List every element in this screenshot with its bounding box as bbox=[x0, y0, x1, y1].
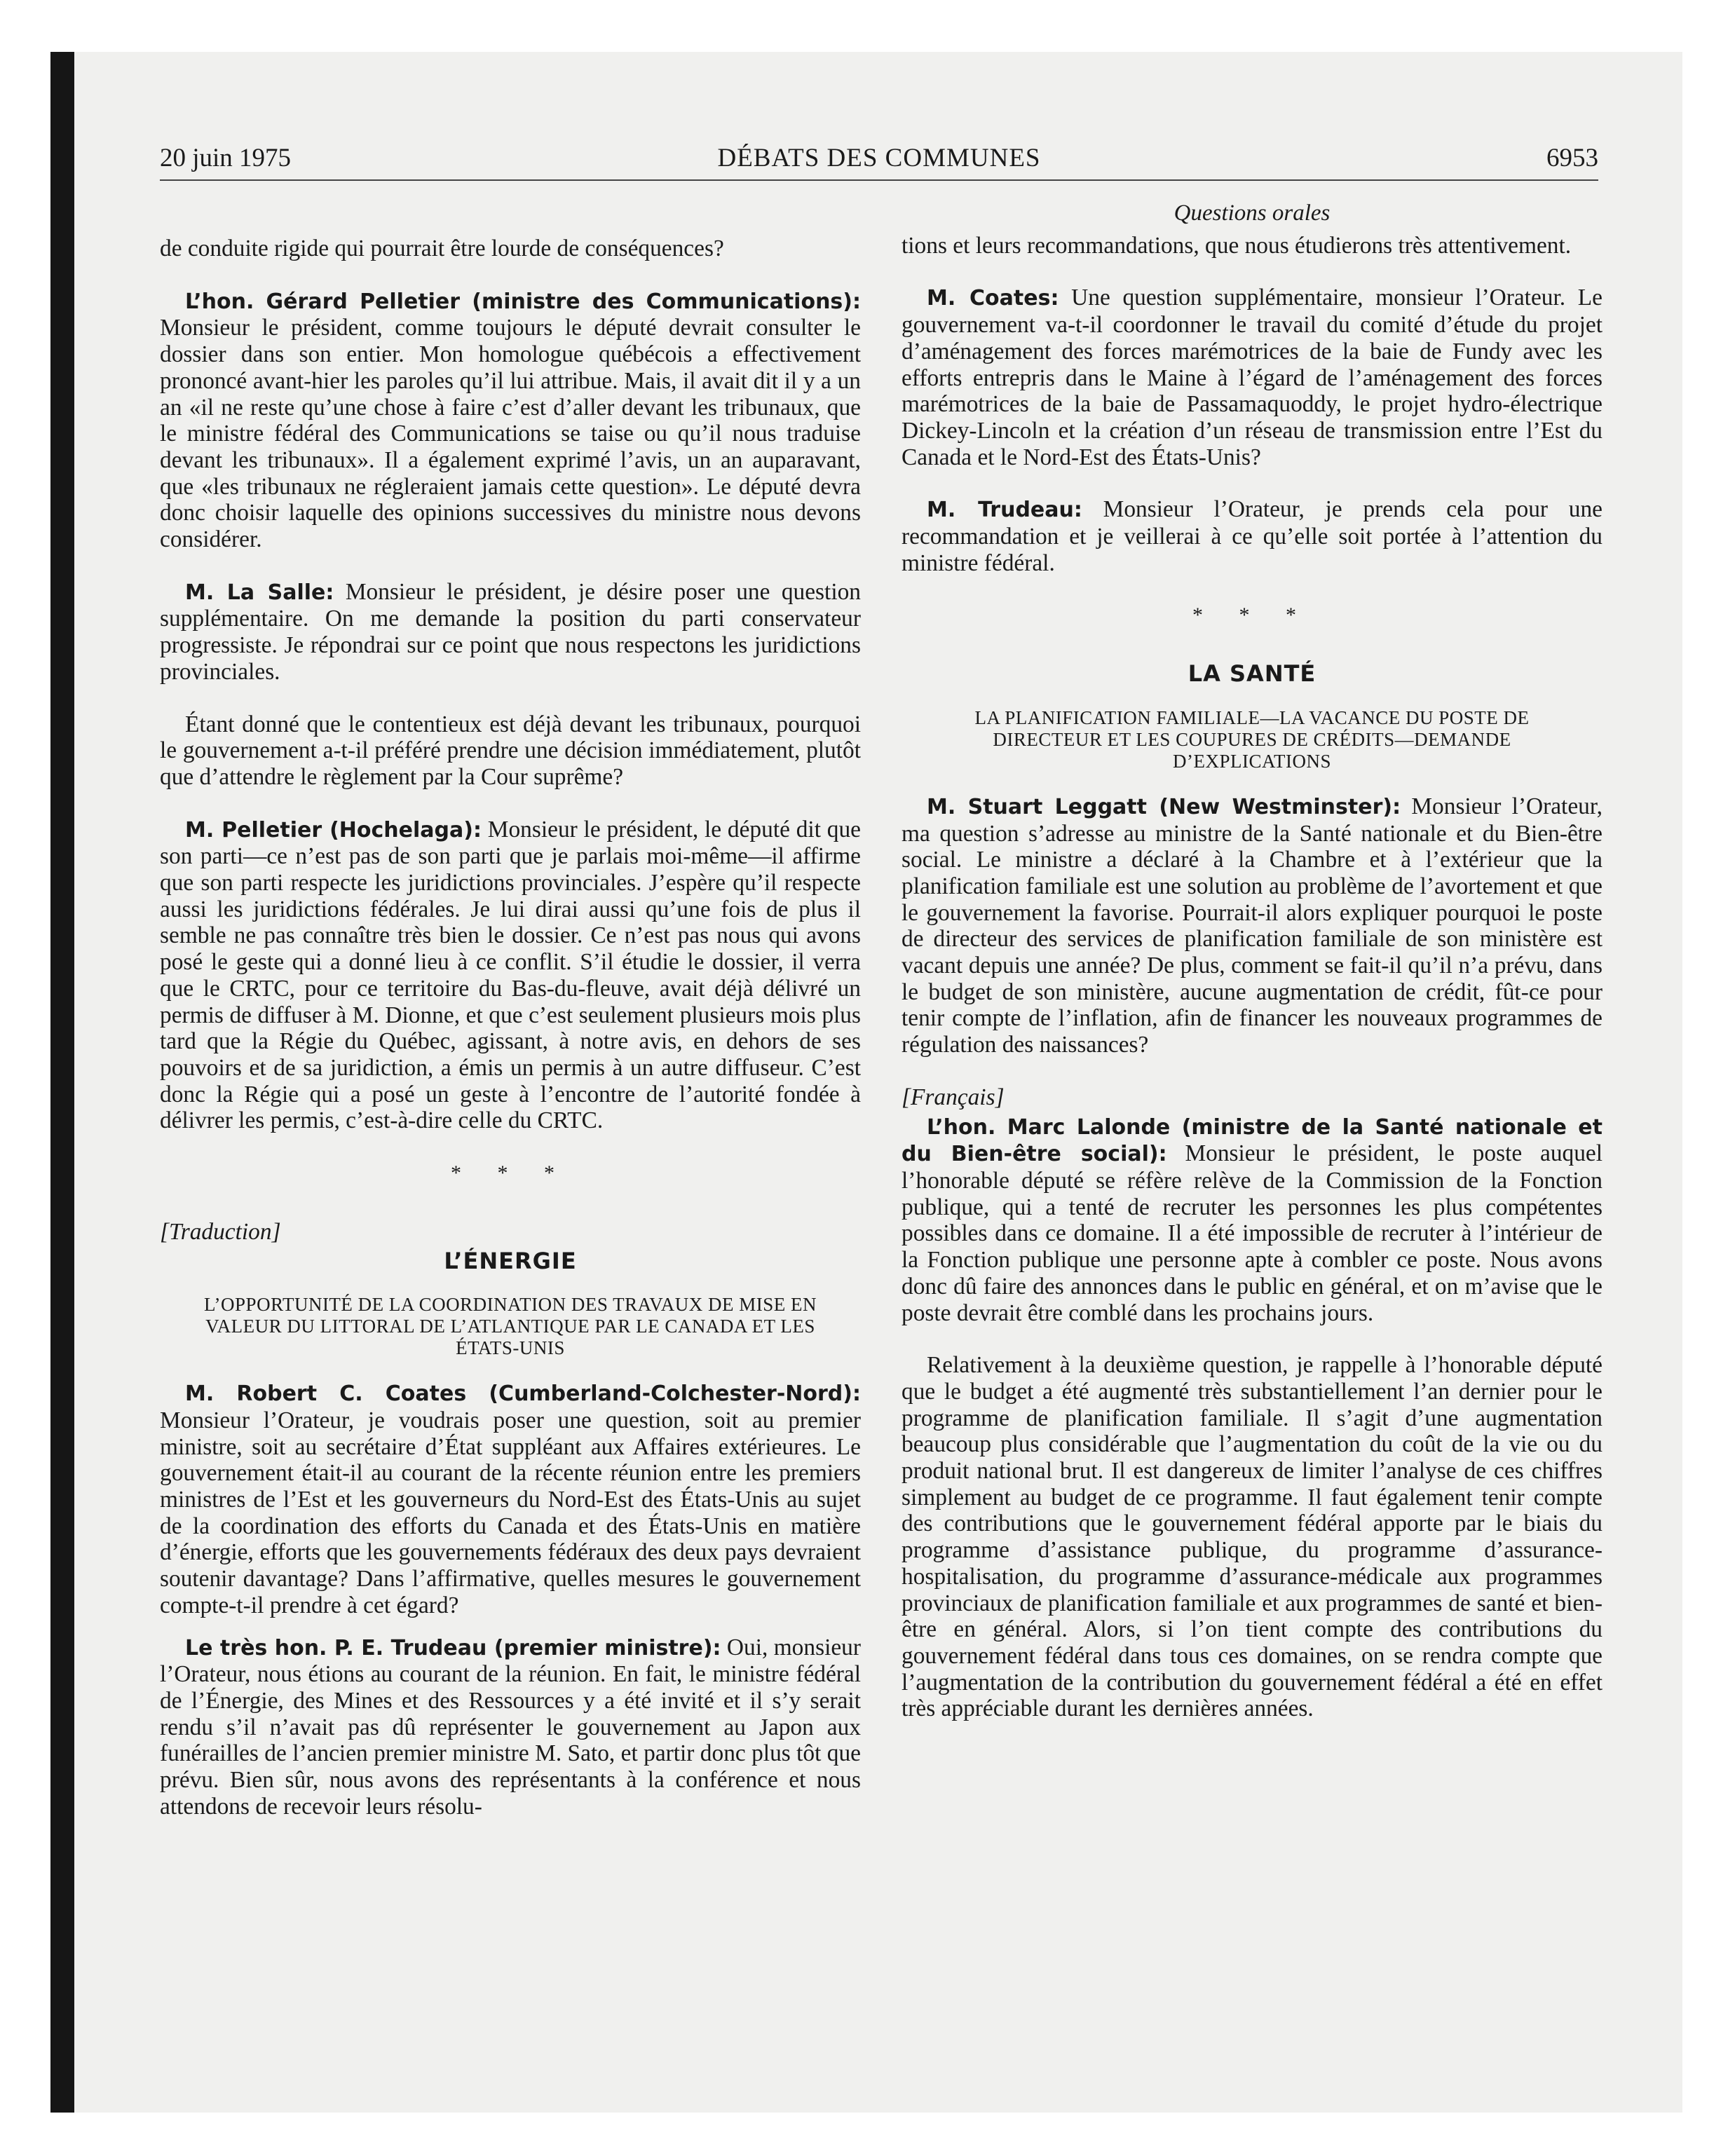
speaker-name: M. Robert C. Coates (Cumberland-Colchester-Nord): bbox=[185, 1381, 861, 1407]
paragraph bbox=[901, 233, 1603, 259]
paragraph-text: Monsieur le président, le poste auquel l’honorable député se réfère relève de la Commission de la Fonction publique, qui a tenté de recruter les personnes les plus compétentes possibles dans ce domaine. Il a été impossible de recruter à l’intérieur de la Fonction publique une personne apte à combler ce poste. Nous avons donc dû faire des annonces dans le public en général, et on m’avise que le poste devrait être comblé dans les prochains jours. bbox=[901, 1140, 1603, 1326]
running-header bbox=[160, 137, 1598, 181]
paragraph bbox=[901, 285, 1603, 470]
speaker-name: M. Coates: bbox=[927, 286, 1059, 311]
paragraph-text: Monsieur le président, le député dit que son parti—ce n’est pas de son parti que je parlais moi-même—il affirme que son parti respecte les juridictions provinciales. J’espère qu’il respecte aussi les juridictions fédérales. Je lui dirai aussi qu’une fois de plus il semble ne pas connaître très bien le dossier. Ce n’est pas nous qui avons posé le geste qui a donné lieu à ce conflit. S’il étudie le dossier, il verra que le CRTC, pour ce territoire du Bas-du-fleuve, avait déjà délivré un permis de diffuser à M. Dionne, et que c’est seulement plusieurs mois plus tard que la Régie du Québec, agissant, à notre avis, en dehors de ses pouvoirs et de sa juridiction, a émis un permis à un autre diffuseur. C’est donc la Régie qui a posé un geste à l’encontre de l’autorité fondée à délivrer les permis, c’est-à-dire celle du CRTC. bbox=[160, 816, 861, 1134]
translation-label: [Traduction] bbox=[160, 1218, 281, 1245]
header-publication: DÉBATS DES COMMUNES bbox=[717, 144, 1041, 172]
paragraph bbox=[160, 711, 861, 791]
paragraph bbox=[160, 236, 861, 262]
language-label: [Français] bbox=[901, 1084, 1005, 1110]
paragraph-text: de conduite rigide qui pourrait être lourde de conséquences? bbox=[160, 236, 724, 261]
column-topic: Questions orales bbox=[1173, 200, 1331, 226]
paragraph bbox=[160, 579, 861, 685]
paragraph bbox=[160, 1635, 861, 1820]
paragraph-text: Étant donné que le contentieux est déjà devant les tribunaux, pourquoi le gouvernement a-t-il préféré prendre une décision immédiatement, plutôt que d’attendre le règlement par la Cour suprême? bbox=[160, 711, 861, 790]
paragraph bbox=[901, 1352, 1603, 1722]
paragraph-text: Monsieur le président, comme toujours le député devrait consulter le dossier dans son entier. Mon homologue québécois a effectivement prononcé avant-hier les paroles qu’il lui attribue. Mais, il avait dit il y a un an «il ne reste qu’une chose à faire c’est d’aller devant les tribunaux, que le ministre fédéral des Communications se taise ou qu’il nous traduise devant les tribunaux». Il a également exprimé l’avis, un an auparavant, que «les tribunaux ne régleraient jamais cette question». Le député devra donc choisir laquelle des opinions successives du ministre nous devons considérer. bbox=[160, 315, 861, 553]
paragraph bbox=[160, 817, 861, 1134]
paragraph bbox=[160, 288, 861, 553]
paragraph bbox=[901, 496, 1603, 576]
header-page-number: 6953 bbox=[1546, 144, 1598, 172]
paragraph-text: Monsieur l’Orateur, je voudrais poser une question, soit au premier ministre, soit au secrétaire d’État suppléant aux Affaires extérieures. Le gouvernement était-il au courant de la récente réunion entre les premiers ministres de l’Est et les gouverneurs du Nord-Est des États-Unis au sujet de la coordination des efforts du Canada et des États-Unis en matière d’énergie, efforts que les gouvernements fédéraux des deux pays devraient soutenir davantage? Dans l’affirmative, quelles mesures le gouvernement compte-t-il prendre à cet égard? bbox=[160, 1407, 861, 1618]
speaker-name: M. Stuart Leggatt (New Westminster): bbox=[927, 794, 1401, 819]
header-date: 20 juin 1975 bbox=[160, 144, 292, 172]
paragraph bbox=[901, 1114, 1603, 1327]
section-separator: * * * bbox=[1192, 603, 1312, 627]
paragraph-text: Monsieur le président, je désire poser une question supplémentaire. On me demande la position du parti conservateur progressiste. Je répondrai sur ce point que nous respectons les juridictions provinciales. bbox=[160, 578, 861, 685]
speaker-name: M. Pelletier (Hochelaga): bbox=[185, 817, 482, 842]
paragraph-text: Oui, monsieur l’Orateur, nous étions au courant de la réunion. En fait, le ministre fédéral de l’Énergie, des Mines et des Ressources y a été invité et il s’y serait rendu s’il n’avait pas dû représenter le gouvernement au Japon aux funérailles de l’ancien premier ministre M. Sato, et partir donc plus tôt que prévu. Bien sûr, nous avons des représentants à la conférence et nous attendons de recevoir leurs résolu- bbox=[160, 1634, 861, 1820]
scan-edge-bar bbox=[50, 52, 74, 2113]
paragraph-text: Une question supplémentaire, monsieur l’Orateur. Le gouvernement va-t-il coordonner le travail du comité d’étude du projet d’aménagement des forces marémotrices de la baie de Fundy avec les efforts entrepris dans le Maine à l’égard de l’aménagement des forces marémotrices de la baie de Passamaquoddy, le projet hydro-électrique Dickey-Lincoln et la création d’un réseau de transmission entre l’Est du Canada et le Nord-Est des États-Unis? bbox=[901, 285, 1603, 470]
speaker-name: L’hon. Marc Lalonde (ministre de la Santé nationale et du Bien-être social): bbox=[901, 1114, 1603, 1167]
section-title: L’ÉNERGIE bbox=[444, 1247, 577, 1274]
section-subheading: LA PLANIFICATION FAMILIALE—LA VACANCE DU POSTE DE DIRECTEUR ET LES COUPURES DE CRÉDITS—DEMANDE D’EXPLICATIONS bbox=[974, 707, 1530, 772]
section-separator: * * * bbox=[451, 1161, 570, 1185]
speaker-name: L’hon. Gérard Pelletier (ministre des Communications): bbox=[185, 289, 861, 314]
paragraph bbox=[160, 1380, 861, 1618]
section-title: LA SANTÉ bbox=[1188, 660, 1316, 688]
paragraph bbox=[901, 793, 1603, 1058]
right-column bbox=[901, 200, 1603, 1748]
speaker-name: M. Trudeau: bbox=[927, 498, 1082, 523]
left-column bbox=[160, 236, 861, 1845]
speaker-name: M. La Salle: bbox=[185, 580, 334, 605]
paragraph-text: tions et leurs recommandations, que nous étudierons très attentivement. bbox=[901, 232, 1572, 259]
paragraph-text: Monsieur l’Orateur, ma question s’adresse au ministre de la Santé nationale et du Bien-être social. Le ministre a déclaré à la Chambre et à l’extérieur que la planification familiale est une solution au problème de l’avortement et que le gouvernement la favorise. Pourrait-il alors expliquer pourquoi le poste de directeur des services de planification familiale de son ministère est vacant depuis une année? De plus, comment se fait-il qu’il n’a prévu, dans le budget de son ministère, aucune augmentation de crédit, fût-ce pour tenir compte de l’inflation, afin de financer les nouveaux programmes de régulation des naissances? bbox=[901, 793, 1603, 1058]
paragraph-text: Monsieur l’Orateur, je prends cela pour une recommandation et je veillerai à ce qu’elle soit portée à l’attention du ministre fédéral. bbox=[901, 496, 1603, 576]
speaker-name: Le très hon. P. E. Trudeau (premier ministre): bbox=[185, 1635, 721, 1660]
section-subheading: L’OPPORTUNITÉ DE LA COORDINATION DES TRAVAUX DE MISE EN VALEUR DU LITTORAL DE L’ATLANTIQUE PAR LE CANADA ET LES ÉTATS-UNIS bbox=[204, 1294, 817, 1359]
paragraph-text: Relativement à la deuxième question, je rappelle à l’honorable député que le budget a été augmenté très substantiellement l’an dernier pour le programme de planification familiale. Il s’agit d’une augmentation beaucoup plus considérable que l’augmentation du coût de la vie ou du produit national brut. Il est dangereux de limiter l’analyse de ces chiffres simplement au budget de ce programme. Il faut également tenir compte des contributions que le gouvernement fédéral apporte par le biais du programme d’assistance publique, du programme d’assurance-hospitalisation, du programme d’assurance-médicale aux programmes provinciaux de planification familiale et aux programmes de santé et bien-être en général. Alors, si l’on tient compte des contributions du gouvernement fédéral dans tous ces domaines, on se rendra compte que l’augmentation de la contribution du gouvernement fédéral a été en effet très appréciable durant les dernières années. bbox=[901, 1352, 1603, 1722]
